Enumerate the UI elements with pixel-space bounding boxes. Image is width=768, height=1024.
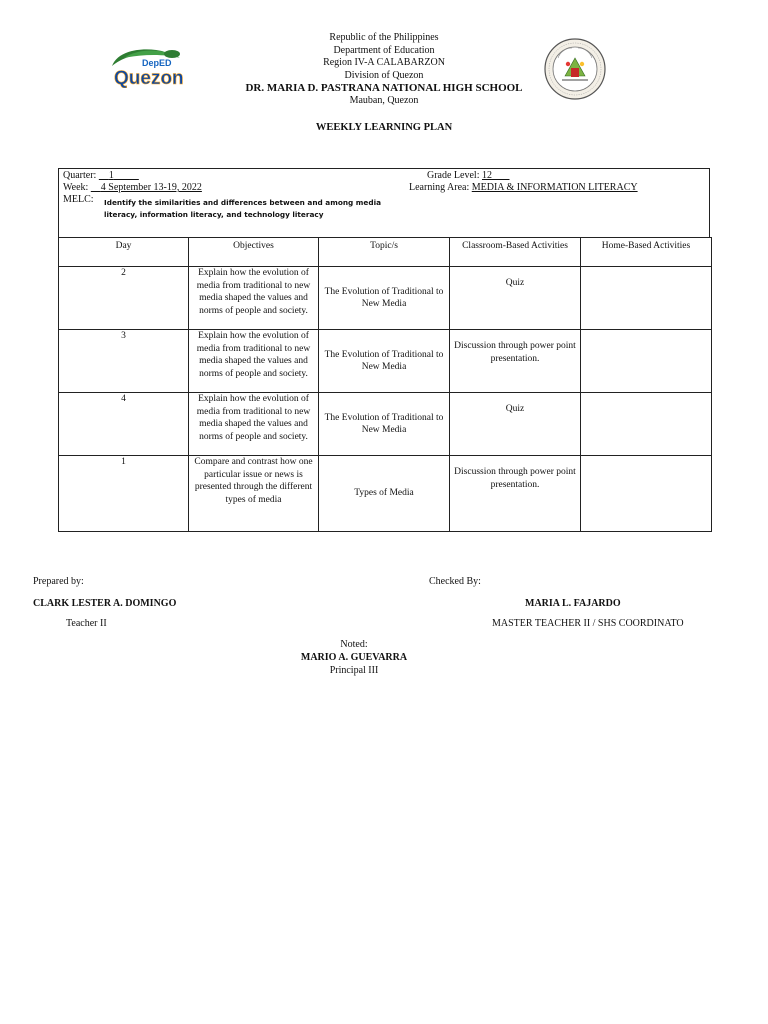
melc-label: MELC: (63, 194, 94, 205)
noted-title: Principal III (329, 665, 379, 676)
noted-name: MARIO A. GUEVARRA (300, 652, 408, 663)
home-activity-cell (581, 456, 712, 532)
document-header (0, 32, 768, 107)
day-cell: 1 (59, 456, 189, 532)
header-school-name: DR. MARIA D. PASTRANA NATIONAL HIGH SCHOOL (245, 82, 523, 94)
grade-value: 12 (481, 170, 492, 181)
quezon-logo-text: Quezon (114, 68, 184, 88)
home-activity-cell (581, 393, 712, 456)
prepared-by-name: CLARK LESTER A. DOMINGO (33, 598, 177, 609)
quarter-label: Quarter: (63, 170, 97, 181)
day-cell: 3 (59, 330, 189, 393)
home-activity-cell (581, 330, 712, 393)
topic-cell: The Evolution of Traditional to New Media (319, 330, 450, 393)
checked-by-label: Checked By: (429, 576, 481, 587)
week-value: 4 September 13-19, 2022 (100, 182, 202, 193)
weekly-plan-table (58, 237, 712, 532)
checked-by-title: MASTER TEACHER II / SHS COORDINATO (492, 618, 684, 629)
header-objectives: Objectives (189, 238, 319, 267)
classroom-activity-cell: Discussion through power point presentation. (450, 456, 581, 532)
table-header-row (59, 238, 712, 267)
noted-label: Noted: (340, 639, 368, 650)
prepared-by-label: Prepared by: (33, 576, 84, 587)
objective-cell: Explain how the evolution of media from traditional to new media shaped the values and norms of people and society. (189, 393, 319, 456)
header-location: Mauban, Quezon (349, 94, 419, 106)
classroom-activity-cell: Discussion through power point presentation. (450, 330, 581, 393)
prepared-by-title: Teacher II (66, 618, 107, 629)
table-row (59, 456, 712, 532)
header-topics: Topic/s (319, 238, 450, 267)
topic-cell: The Evolution of Traditional to New Media (319, 267, 450, 330)
topic-cell: Types of Media (319, 456, 450, 532)
day-cell: 2 (59, 267, 189, 330)
quarter-value: 1 (108, 170, 114, 181)
plan-info-box (58, 168, 710, 238)
learning-area-line (409, 182, 638, 193)
learning-area-value: MEDIA & INFORMATION LITERACY (471, 182, 638, 193)
header-day: Day (59, 238, 189, 267)
objective-cell: Explain how the evolution of media from traditional to new media shaped the values and norms of people and society. (189, 267, 319, 330)
melc-value: Identify the similarities and differences between and among media literacy, information literacy, and technology literacy (104, 198, 381, 219)
plan-title: WEEKLY LEARNING PLAN (315, 122, 453, 133)
learning-area-label: Learning Area: (409, 182, 470, 193)
deped-logo-text: DepED (142, 58, 172, 68)
classroom-activity-cell: Quiz (450, 267, 581, 330)
header-department: Department of Education (333, 44, 435, 56)
week-line (63, 182, 202, 193)
table-row (59, 267, 712, 330)
objective-cell: Explain how the evolution of media from traditional to new media shaped the values and norms of people and society. (189, 330, 319, 393)
table-row (59, 330, 712, 393)
home-activity-cell (581, 267, 712, 330)
table-row (59, 393, 712, 456)
grade-line (427, 170, 509, 181)
header-home-activities: Home-Based Activities (581, 238, 712, 267)
grade-label: Grade Level: (427, 170, 480, 181)
header-classroom-activities: Classroom-Based Activities (450, 238, 581, 267)
header-division: Division of Quezon (344, 69, 424, 81)
day-cell: 4 (59, 393, 189, 456)
classroom-activity-cell: Quiz (450, 393, 581, 456)
week-label: Week: (63, 182, 89, 193)
checked-by-name: MARIA L. FAJARDO (525, 598, 621, 609)
header-region: Region IV-A CALABARZON (323, 57, 445, 68)
topic-cell: The Evolution of Traditional to New Media (319, 393, 450, 456)
header-republic: Republic of the Philippines (329, 32, 439, 43)
quarter-line (63, 170, 139, 181)
objective-cell: Compare and contrast how one particular issue or news is presented through the different types of media (189, 456, 319, 532)
